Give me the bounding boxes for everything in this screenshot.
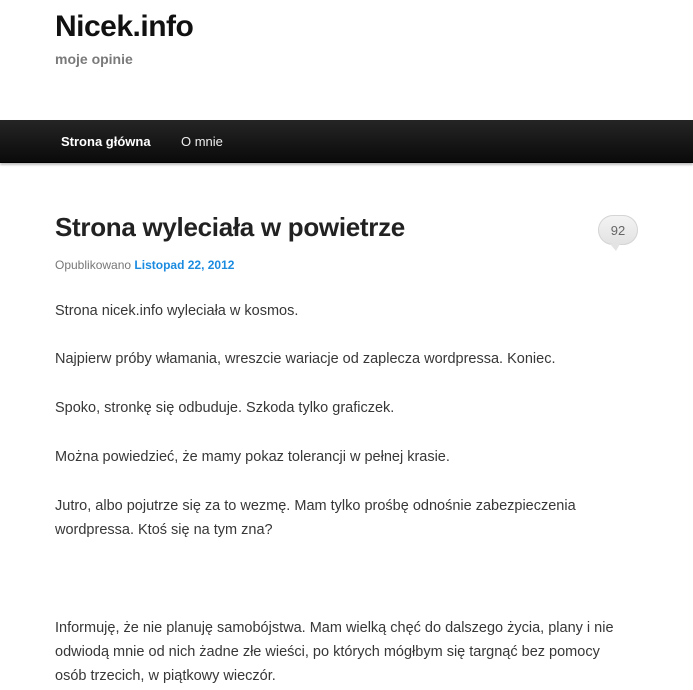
site-title[interactable]: Nicek.info — [55, 10, 194, 43]
post-title[interactable]: Strona wyleciała w powietrze — [55, 212, 405, 242]
post-paragraph: Najpierw próby włamania, wreszcie wariacje od zaplecza wordpressa. Koniec. — [55, 351, 556, 367]
main-navigation — [0, 120, 693, 163]
post-date-link[interactable]: Listopad 22, 2012 — [134, 258, 235, 272]
post-paragraph: Spoko, stronkę się odbuduje. Szkoda tylko graficzek. — [55, 400, 395, 416]
post-paragraph: Strona nicek.info wyleciała w kosmos. — [55, 303, 299, 319]
post-meta — [55, 258, 234, 272]
post-meta-prefix: Opublikowano — [55, 258, 132, 272]
post-paragraph: Można powiedzieć, że mamy pokaz tolerancji w pełnej krasie. — [55, 449, 450, 465]
site-description: moje opinie — [55, 51, 133, 67]
post-paragraph: Jutro, albo pojutrze się za to wezmę. Mam tylko prośbę odnośnie zabezpieczenia wordpressa. Ktoś się na tym zna? — [55, 498, 576, 538]
nav-item-home[interactable]: Strona główna — [61, 134, 151, 149]
nav-item-about[interactable]: O mnie — [181, 134, 223, 149]
site-header — [0, 0, 693, 120]
comments-count-bubble[interactable]: 92 — [598, 215, 638, 245]
post-paragraph: Informuję, że nie planuję samobójstwa. Mam wielką chęć do dalszego życia, plany i nie odwiodą mnie od nich żadne złe wieści, po których mógłbym się targnąć bez pomocy osób trzecich, w piątkowy wieczór. — [55, 620, 614, 684]
